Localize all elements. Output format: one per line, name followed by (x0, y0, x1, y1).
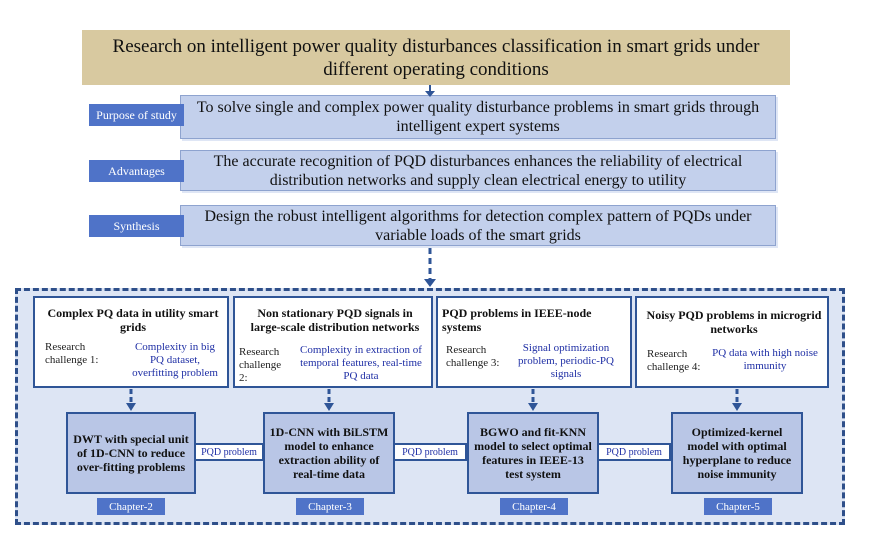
purpose-label: Purpose of study (89, 104, 184, 126)
challenge-label: Research challenge 1: (45, 341, 99, 366)
advantages-box: The accurate recognition of PQD disturbances enhances the reliability of electrical distribution networks and supply clean electrical energy to utility (180, 150, 776, 191)
chapter-label-3: Chapter-3 (296, 498, 364, 515)
challenge-text: Complexity in big PQ dataset, overfitting problem (132, 341, 218, 379)
method-box-2: 1D-CNN with BiLSTM model to enhance extraction ability of real-time data (263, 412, 395, 494)
method-box-4: Optimized-kernel model with optimal hyperplane to reduce noise immunity (671, 412, 803, 494)
challenge-label: Research challenge 4: (647, 348, 701, 373)
chapter-label-4: Chapter-4 (500, 498, 568, 515)
challenge-text: Complexity in extraction of temporal features, real-time PQ data (300, 344, 422, 382)
challenge-title: Complex PQ data in utility smart grids (47, 306, 219, 334)
challenge-arrow-head-2 (324, 403, 334, 411)
pqd-problem-link-2: PQD problem (393, 443, 467, 461)
challenge-title: Noisy PQD problems in microgrid networks (646, 308, 822, 336)
synthesis-box: Design the robust intelligent algorithms for detection complex pattern of PQDs under variable loads of the smart grids (180, 205, 776, 246)
pqd-problem-link-1: PQD problem (194, 443, 264, 461)
pqd-problem-link-3: PQD problem (597, 443, 671, 461)
chapter-label-5: Chapter-5 (704, 498, 772, 515)
advantages-label: Advantages (89, 160, 184, 182)
challenge-arrow-head-1 (126, 403, 136, 411)
chapter-label-2: Chapter-2 (97, 498, 165, 515)
challenge-title: PQD problems in IEEE-node systems (442, 306, 592, 334)
challenge-arrow-head-4 (732, 403, 742, 411)
challenge-label: Research challenge 3: (446, 344, 500, 369)
synthesis-arrow-head (424, 279, 436, 287)
challenge-arrow-head-3 (528, 403, 538, 411)
challenge-title: Non stationary PQD signals in large-scale distribution networks (250, 306, 420, 334)
challenge-text: Signal optimization problem, periodic-PQ signals (518, 342, 614, 380)
challenge-text: PQ data with high noise immunity (712, 347, 818, 372)
title-arrow-head (425, 91, 435, 97)
challenge-label: Research challenge 2: (239, 346, 282, 384)
purpose-box: To solve single and complex power quality disturbance problems in smart grids through intelligent expert systems (180, 95, 776, 139)
method-box-1: DWT with special unit of 1D-CNN to reduce over-fitting problems (66, 412, 196, 494)
method-box-3: BGWO and fit-KNN model to select optimal features in IEEE-13 test system (467, 412, 599, 494)
synthesis-label: Synthesis (89, 215, 184, 237)
diagram-title: Research on intelligent power quality disturbances classification in smart grids under different operating conditions (82, 30, 790, 85)
